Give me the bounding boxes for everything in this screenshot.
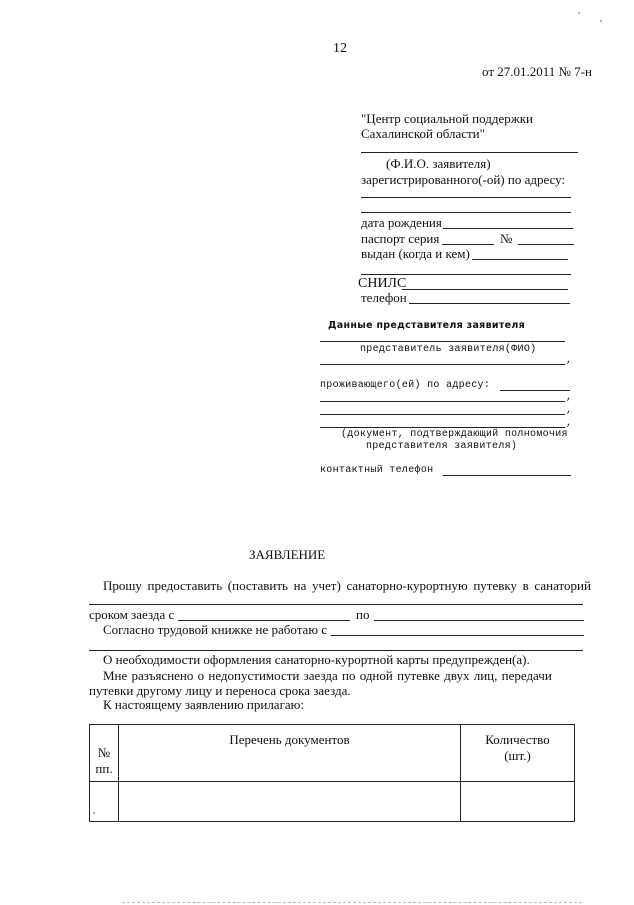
comma-mark: , [566, 405, 573, 416]
scan-edge-line [122, 902, 582, 903]
snils-field[interactable] [402, 289, 568, 290]
row-document-cell[interactable] [119, 782, 461, 822]
passport-issued-label: выдан (когда и кем) [361, 246, 470, 261]
passport-issued-field-2[interactable] [361, 274, 571, 275]
representative-document-field[interactable] [320, 427, 565, 428]
period-from-label: сроком заезда с [89, 607, 175, 622]
order-reference: от 27.01.2011 № 7-н [482, 64, 592, 79]
explained-line-1: Мне разъяснено о недопустимости заезда по одной путевке двух лиц, передачи [103, 668, 552, 683]
not-working-field-2[interactable] [89, 650, 583, 651]
request-line: Прошу предоставить (поставить на учет) санаторно-курортную путевку в санаторий [103, 578, 591, 593]
representative-field-line[interactable] [320, 364, 565, 365]
addressee-line-1: "Центр социальной поддержки [361, 111, 533, 126]
address-field-1[interactable] [361, 197, 571, 198]
snils-label: СНИЛС [358, 276, 407, 291]
attach-line: К настоящему заявлению прилагаю: [103, 697, 304, 712]
comma-mark: , [566, 392, 573, 403]
representative-address-label: проживающего(ей) по адресу: [320, 380, 491, 391]
statement-title: ЗАЯВЛЕНИЕ [249, 547, 326, 562]
scan-speck [600, 20, 602, 22]
contact-phone-label: контактный телефон [320, 465, 434, 476]
row-number-cell[interactable] [90, 782, 119, 822]
col-quantity-line-2: (шт.) [504, 748, 531, 763]
scan-speck [578, 12, 580, 14]
birth-date-label: дата рождения [361, 215, 442, 230]
not-working-field[interactable] [331, 635, 584, 636]
representative-address-field-3[interactable] [320, 414, 565, 415]
col-docs-header: Перечень документов [119, 725, 461, 782]
contact-phone-field[interactable] [443, 475, 571, 476]
applicant-fio-caption: (Ф.И.О. заявителя) [386, 156, 491, 171]
phone-label: телефон [361, 290, 407, 305]
phone-field[interactable] [409, 303, 570, 304]
row-quantity-cell[interactable] [461, 782, 575, 822]
representative-address-field[interactable] [500, 390, 570, 391]
representative-fio-field[interactable] [320, 341, 565, 342]
representative-address-field-2[interactable] [320, 401, 565, 402]
col-number-line-1: № [97, 745, 111, 760]
col-number-line-2: пп. [95, 761, 113, 776]
passport-number-label: № [500, 231, 513, 246]
addressee-line-2: Сахалинской области" [361, 126, 485, 141]
comma-mark: , [566, 355, 573, 366]
page-number: 12 [333, 41, 347, 56]
explained-line-2: путевки другому лицу и переноса срока заезда. [89, 683, 351, 698]
passport-issued-field[interactable] [472, 259, 568, 260]
birth-date-field[interactable] [443, 228, 573, 229]
col-number-header [90, 725, 119, 782]
comma-mark: , [566, 418, 573, 429]
warned-line: О необходимости оформления санаторно-курортной карты предупрежден(а). [103, 652, 530, 667]
documents-table [89, 724, 575, 822]
scan-speck [93, 812, 95, 814]
passport-number-field[interactable] [518, 244, 574, 245]
col-quantity-header [461, 725, 575, 782]
period-from-field[interactable] [178, 620, 350, 621]
representative-doc-caption-2: представителя заявителя) [366, 441, 518, 452]
representative-fio-caption: представитель заявителя(ФИО) [360, 344, 537, 355]
registered-address-label: зарегистрированного(-ой) по адресу: [361, 172, 566, 187]
col-quantity-line-1: Количество [485, 732, 550, 747]
sanatorium-field[interactable] [89, 604, 583, 605]
address-field-2[interactable] [361, 212, 571, 213]
period-to-field[interactable] [374, 620, 584, 621]
passport-series-field[interactable] [442, 244, 494, 245]
not-working-label: Согласно трудовой книжке не работаю с [103, 622, 328, 637]
applicant-fio-field[interactable] [361, 152, 578, 153]
representative-heading: Данные представителя заявителя [328, 320, 526, 331]
period-to-label: по [356, 607, 370, 622]
representative-doc-caption-1: (документ, подтверждающий полномочия [341, 429, 568, 440]
passport-series-label: паспорт серия [361, 231, 440, 246]
